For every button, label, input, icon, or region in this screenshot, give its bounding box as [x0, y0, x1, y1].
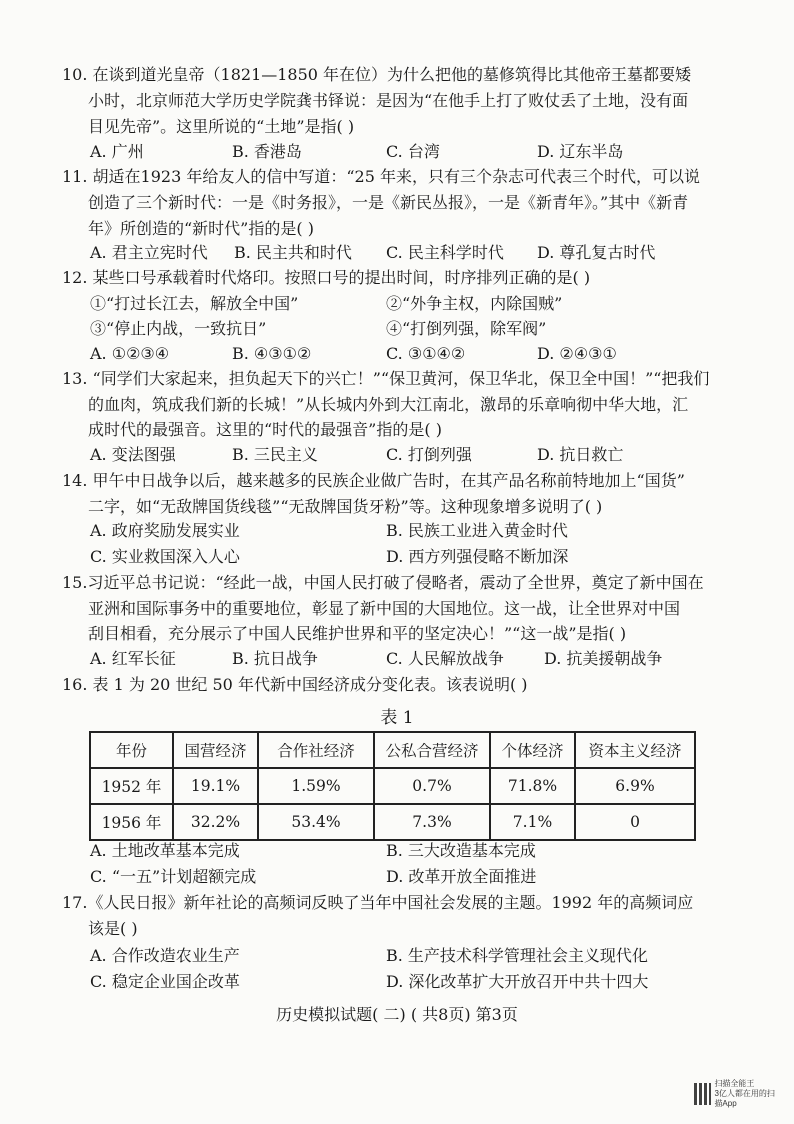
- q17-line-1: 17.《人民日报》新年社论的高频词反映了当年中国社会发展的主题。1992 年的高频词应: [62, 893, 694, 912]
- q15-option-b: B. 抗日战争: [232, 649, 318, 668]
- table-cell: 7.1%: [490, 804, 575, 840]
- q14-option-b: B. 民族工业进入黄金时代: [386, 521, 568, 540]
- q13-option-d: D. 抗日救亡: [537, 445, 624, 464]
- table-cell: 6.9%: [575, 768, 695, 804]
- q16-option-a: A. 土地改革基本完成: [90, 841, 240, 860]
- q12-option-d: D. ②④③①: [537, 344, 617, 363]
- table-cell: 0: [575, 804, 695, 840]
- q11-option-b: B. 民主共和时代: [234, 243, 352, 262]
- table-header: 公私合营经济: [374, 732, 490, 768]
- q15-line-2: 亚洲和国际事务中的重要地位，彰显了新中国的大国地位。这一战，让全世界对中国: [88, 599, 681, 618]
- q15-option-a: A. 红军长征: [90, 649, 176, 668]
- table-cell: 19.1%: [173, 768, 258, 804]
- q10-line-2: 小时，北京师范大学历史学院龚书铎说：是因为“在他手上打了败仗丢了土地，没有面: [88, 91, 689, 110]
- table-header: 资本主义经济: [575, 732, 695, 768]
- badge-title: 扫描全能王: [714, 1079, 755, 1088]
- q15-option-d: D. 抗美援朝战争: [544, 649, 663, 668]
- q13-line-3: 成时代的最强音。这里的“时代的最强音”指的是( ): [88, 420, 442, 439]
- q17-option-c: C. 稳定企业国企改革: [90, 972, 240, 991]
- q13-line-2: 的血肉，筑成我们新的长城！”从长城内外到大江南北，激昂的乐章响彻中华大地，汇: [88, 395, 689, 414]
- q14-line-2: 二字，如“无敌牌国货线毯”“无敌牌国货牙粉”等。这种现象增多说明了( ): [88, 497, 603, 516]
- q11-line-3: 年》所创造的“新时代”指的是( ): [88, 219, 314, 238]
- q10-option-c: C. 台湾: [386, 142, 440, 161]
- table-cell: 71.8%: [490, 768, 575, 804]
- q11-option-a: A. 君主立宪时代: [90, 243, 208, 262]
- q15-line-3: 刮目相看，充分展示了中国人民维护世界和平的坚定决心！”“这一战”是指( ): [88, 624, 627, 643]
- q10-line-1: 10. 在谈到道光皇帝（1821—1850 年在位）为什么把他的墓修筑得比其他帝王墓都要矮: [62, 65, 692, 84]
- q15-line-1: 15.习近平总书记说：“经此一战，中国人民打破了侵略者，震动了全世界，奠定了新中国在: [62, 573, 704, 592]
- q10-line-3: 目见先帝”。这里所说的“土地”是指( ): [88, 117, 355, 136]
- q14-option-d: D. 西方列强侵略不断加深: [386, 547, 569, 566]
- table-cell: 53.4%: [258, 804, 374, 840]
- q12-option-b: B. ④③①②: [232, 344, 312, 363]
- q12-slogan-2: ②“外争主权，内除国贼”: [386, 294, 563, 313]
- table-cell: 0.7%: [374, 768, 490, 804]
- q12-option-c: C. ③①④②: [386, 344, 466, 363]
- q12-slogan-4: ④“打倒列强，除军阀”: [386, 319, 547, 338]
- q11-line-2: 创造了三个新时代：一是《时务报》，一是《新民丛报》，一是《新青年》。”其中《新青: [88, 193, 689, 212]
- q16-option-b: B. 三大改造基本完成: [386, 841, 536, 860]
- badge-text: [714, 1079, 780, 1109]
- q17-option-b: B. 生产技术科学管理社会主义现代化: [386, 946, 648, 965]
- table-cell: 32.2%: [173, 804, 258, 840]
- table-header: 合作社经济: [258, 732, 374, 768]
- q13-option-b: B. 三民主义: [232, 445, 318, 464]
- q17-option-d: D. 深化改革扩大开放召开中共十四大: [386, 972, 649, 991]
- table-cell: 1952 年: [90, 768, 173, 804]
- q11-option-d: D. 尊孔复古时代: [537, 243, 656, 262]
- table-row: [90, 768, 695, 804]
- q12-line-1: 12. 某些口号承载着时代烙印。按照口号的提出时间，时序排列正确的是( ): [62, 268, 591, 287]
- q16-option-d: D. 改革开放全面推进: [386, 867, 537, 886]
- q16-option-c: C. “一五”计划超额完成: [90, 867, 257, 886]
- q10-option-a: A. 广州: [90, 142, 144, 161]
- q12-slogan-1: ①“打过长江去，解放全中国”: [90, 294, 299, 313]
- table-header: 个体经济: [490, 732, 575, 768]
- q10-option-d: D. 辽东半岛: [537, 142, 624, 161]
- q17-option-a: A. 合作改造农业生产: [90, 946, 240, 965]
- q15-option-c: C. 人民解放战争: [386, 649, 504, 668]
- q13-option-a: A. 变法图强: [90, 445, 176, 464]
- page-footer: 历史模拟试题( 二) ( 共8页) 第3页: [276, 1005, 518, 1024]
- qr-code-icon: [694, 1083, 711, 1105]
- q14-option-c: C. 实业救国深入人心: [90, 547, 240, 566]
- table-header-row: [90, 732, 695, 768]
- q13-option-c: C. 打倒列强: [386, 445, 472, 464]
- table-header: 国营经济: [173, 732, 258, 768]
- scanner-badge: [694, 1079, 780, 1108]
- q11-line-1: 11. 胡适在1923 年给友人的信中写道：“25 年来，只有三个杂志可代表三个时代，可以说: [62, 167, 700, 186]
- table-caption: 表 1: [380, 708, 414, 728]
- q13-line-1: 13. “同学们大家起来，担负起天下的兴亡！”“保卫黄河，保卫华北，保卫全中国！”“把我们: [62, 369, 710, 388]
- table-row: [90, 804, 695, 840]
- economy-table: [89, 731, 696, 841]
- badge-subtitle: 3亿人都在用的扫描App: [714, 1089, 775, 1108]
- table-cell: 1956 年: [90, 804, 173, 840]
- q10-option-b: B. 香港岛: [232, 142, 302, 161]
- q16-line-1: 16. 表 1 为 20 世纪 50 年代新中国经济成分变化表。该表说明( ): [62, 675, 528, 694]
- q12-slogan-3: ③“停止内战，一致抗日”: [90, 319, 267, 338]
- q14-option-a: A. 政府奖励发展实业: [90, 521, 240, 540]
- q17-line-2: 该是( ): [88, 919, 138, 938]
- table-cell: 7.3%: [374, 804, 490, 840]
- table-header: 年份: [90, 732, 173, 768]
- q11-option-c: C. 民主科学时代: [386, 243, 504, 262]
- q14-line-1: 14. 甲午中日战争以后，越来越多的民族企业做广告时，在其产品名称前特地加上“国货”: [62, 471, 685, 490]
- q12-option-a: A. ①②③④: [90, 344, 170, 363]
- table-cell: 1.59%: [258, 768, 374, 804]
